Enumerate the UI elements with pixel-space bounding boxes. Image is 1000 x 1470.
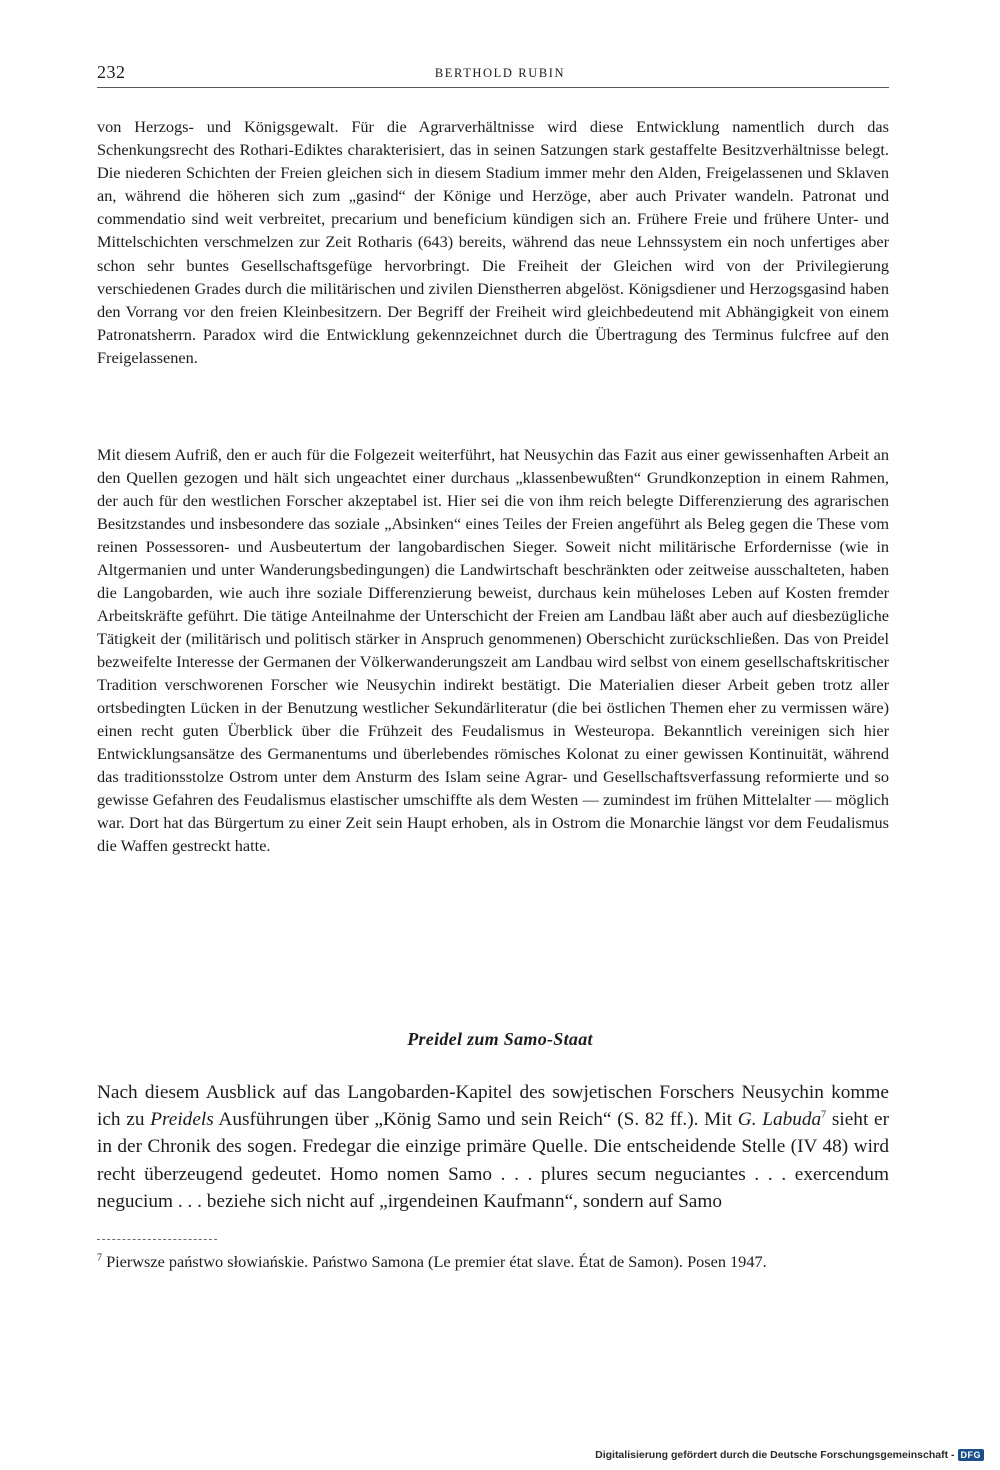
- footnote-rule: [97, 1239, 217, 1240]
- digitization-credit: [595, 1449, 984, 1461]
- credit-text: Digitalisierung gefördert durch die Deutsche Forschungsgemeinschaft -: [595, 1449, 955, 1461]
- header-rule: [97, 87, 889, 88]
- paragraph-3-text-b: Ausführungen über „König Samo und sein Reich“ (S. 82 ff.). Mit: [213, 1109, 738, 1131]
- paragraph-2: Mit diesem Aufriß, den er auch für die Folgezeit weiterführt, hat Neusychin das Fazit aus einer gewissenhaften Arbeit an den Quellen gezogen und hält sich ungeachtet einer durchaus „klassenbewußten“ Grundkonzeption in einem Rahmen, der auch für den westlichen Forscher akzeptabel ist. Hier sei die von ihm reich belegte Differenzierung des agrarischen Besitzstandes und insbesondere das soziale „Absinken“ eines Teiles der Freien angeführt als Beleg gegen die These vom reinen Possessoren- und Ausbeutertum der langobardischen Sieger. Soweit nicht militärische Erfordernisse (wie in Altgermanien und unter Wanderungsbedingungen) die Landwirtschaft beschränkten oder zeitweise ausschalteten, haben die Langobarden, wie auch ihre soziale Differenzierung beweist, durchaus kein müheloses Leben auf Kosten fremder Arbeitskräfte geführt. Die tätige Anteilnahme der Unterschicht der Freien am Landbau läßt aber auch auf diesbezügliche Tätigkeit der (militärisch und politisch stärker in Anspruch genommenen) Oberschicht zurückschließen. Das von Preidel bezweifelte Interesse der Germanen der Völkerwanderungszeit am Landbau wird selbst von einem gesellschaftskritischer Tradition verschworenen Forscher wie Neusychin indirekt bestätigt. Die Materialien dieser Arbeit geben trotz aller ortsbedingten Lücken in der Benutzung westlicher Sekundärliteratur (die bei östlichen Themen eher zu vermissen wäre) einen recht guten Überblick über die Frühzeit des Feudalismus in Westeuropa. Bekanntlich vereinigen sich hier Entwicklungsansätze des Germanentums und überlebendes römisches Kolonat zu einer gewissen Kontinuität, während das traditionsstolze Ostrom unter dem Ansturm des Islam seine Agrar- und Gesellschaftsverfassung reformierte und so gewisse Gefahren des Feudalismus elastischer umschiffte als dem Westen — zumindest im frühen Mittelalter — möglich war. Dort hat das Bürgertum zu einer Zeit sein Haupt erhoben, als in Ostrom die Monarchie längst vor dem Feudalismus die Waffen gestreckt hatte.: [97, 445, 889, 855]
- running-head: BERTHOLD RUBIN: [434, 66, 566, 80]
- footnote-reference: 7: [821, 1109, 827, 1121]
- paragraph-1: von Herzogs- und Königsgewalt. Für die Agrarverhältnisse wird diese Entwicklung namentlich durch das Schenkungsrecht des Rothari-Ediktes charakterisiert, das in seinen Satzungen stark gestaffelte Besitzverhältnisse belegt. Die niederen Schichten der Freien gleichen sich in diesem Stadium immer mehr den Alden, Freigelassenen und Sklaven an, während die höheren sich zum „gasind“ der Könige und Herzöge, aber auch Privater wandeln. Patronat und commendatio sind weit verbreitet, precarium und beneficium kündigen sich an. Frühere Freie und frühere Unter- und Mittelschichten verschmelzen zur Zeit Rotharis (643) bereits, während das neue Lehnssystem ein noch unfertiges aber schon sehr buntes Gesellschaftsgefüge hervorbringt. Die Freiheit der Gleichen wird von der Privilegierung verschiedenen Grades durch die militärischen und zivilen Dienstherren abgelöst. Königsdiener und Herzogsgasind haben den Vorrang vor den freien Kleinbesitzern. Der Begriff der Freiheit wird gleichbedeutend mit Abhängigkeit von einem Patronatsherrn. Paradox wird die Entwicklung gekennzeichnet durch die Übertragung des Terminus fulcfree auf den Freigelassenen.: [97, 117, 889, 367]
- paragraph-3: [97, 1079, 889, 1215]
- footnote-text: Pierwsze państwo słowiańskie. Państwo Samona (Le premier état slave. État de Samon). Posen 1947.: [102, 1252, 767, 1271]
- page-number: 232: [97, 62, 126, 82]
- author-name-preidels: Preidels: [150, 1109, 214, 1131]
- footnote-marker: 7: [97, 1252, 102, 1264]
- dfg-logo-icon: DFG: [958, 1449, 985, 1461]
- paragraph-3-text-a: Nach diesem Ausblick auf das Langobarden-Kapitel des sowjetischen Forschers Neusychin komme ich zu: [97, 1082, 889, 1131]
- paragraph-3-text-c: sieht er in der Chronik des sogen. Fredegar die einzige primäre Quelle. Die entscheidende Stelle (IV 48) wird recht überzeugend gedeutet. Homo nomen Samo . . . plures secum neguciantes . . . exercendum negucium . . . beziehe sich nicht auf „irgendeinen Kaufmann“, sondern auf Samo: [97, 1109, 890, 1212]
- section-heading: Preidel zum Samo-Staat: [407, 1029, 593, 1049]
- footnote: [97, 1251, 889, 1272]
- author-name-labuda: G. Labuda: [737, 1109, 822, 1131]
